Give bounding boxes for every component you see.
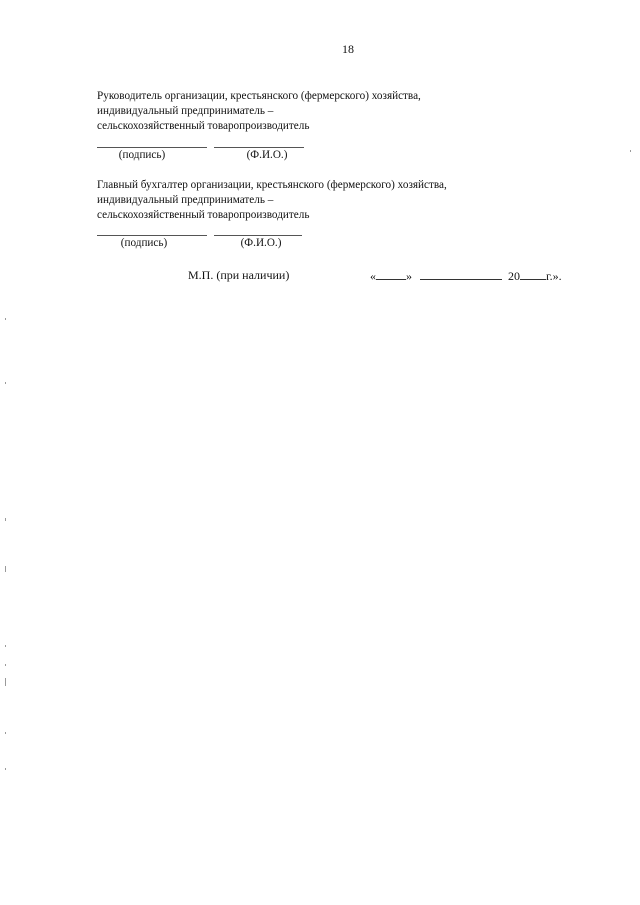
- scan-mark: [5, 768, 6, 770]
- accountant-title-line-2: индивидуальный предприниматель –: [97, 194, 274, 206]
- year-prefix: 20: [508, 269, 520, 283]
- scan-mark: [630, 150, 631, 152]
- scan-mark: [5, 518, 6, 521]
- scan-mark: [5, 645, 6, 647]
- day-blank: [376, 268, 406, 280]
- head-name-line: [214, 147, 304, 148]
- scan-mark: [5, 318, 6, 320]
- month-blank: [420, 268, 502, 280]
- page-number: 18: [342, 42, 354, 56]
- accountant-signature-label: (подпись): [120, 237, 168, 249]
- head-name-label: (Ф.И.О.): [246, 149, 288, 161]
- head-title-line-3: сельскохозяйственный товаропроизводитель: [97, 120, 310, 132]
- accountant-name-line: [214, 235, 302, 236]
- date-close-quote: »: [406, 269, 412, 283]
- year-suffix: г.».: [546, 269, 562, 283]
- accountant-title-line-1: Главный бухгалтер организации, крестьянского (фермерского) хозяйства,: [97, 179, 447, 191]
- head-signature-label: (подпись): [118, 149, 166, 161]
- scan-mark: [5, 732, 6, 734]
- accountant-name-label: (Ф.И.О.): [240, 237, 282, 249]
- scan-mark: [5, 678, 6, 686]
- accountant-signature-line: [97, 235, 207, 236]
- stamp-label: М.П. (при наличии): [188, 268, 290, 282]
- scan-mark: [5, 664, 6, 666]
- accountant-title-line-3: сельскохозяйственный товаропроизводитель: [97, 209, 310, 221]
- date-line: [370, 268, 562, 284]
- date-open-quote: «: [370, 269, 376, 283]
- year-blank: [520, 268, 546, 280]
- head-title-line-1: Руководитель организации, крестьянского (фермерского) хозяйства,: [97, 90, 421, 102]
- head-signature-line: [97, 147, 207, 148]
- scan-mark: [5, 566, 6, 572]
- head-title-line-2: индивидуальный предприниматель –: [97, 105, 274, 117]
- scan-mark: [5, 382, 6, 384]
